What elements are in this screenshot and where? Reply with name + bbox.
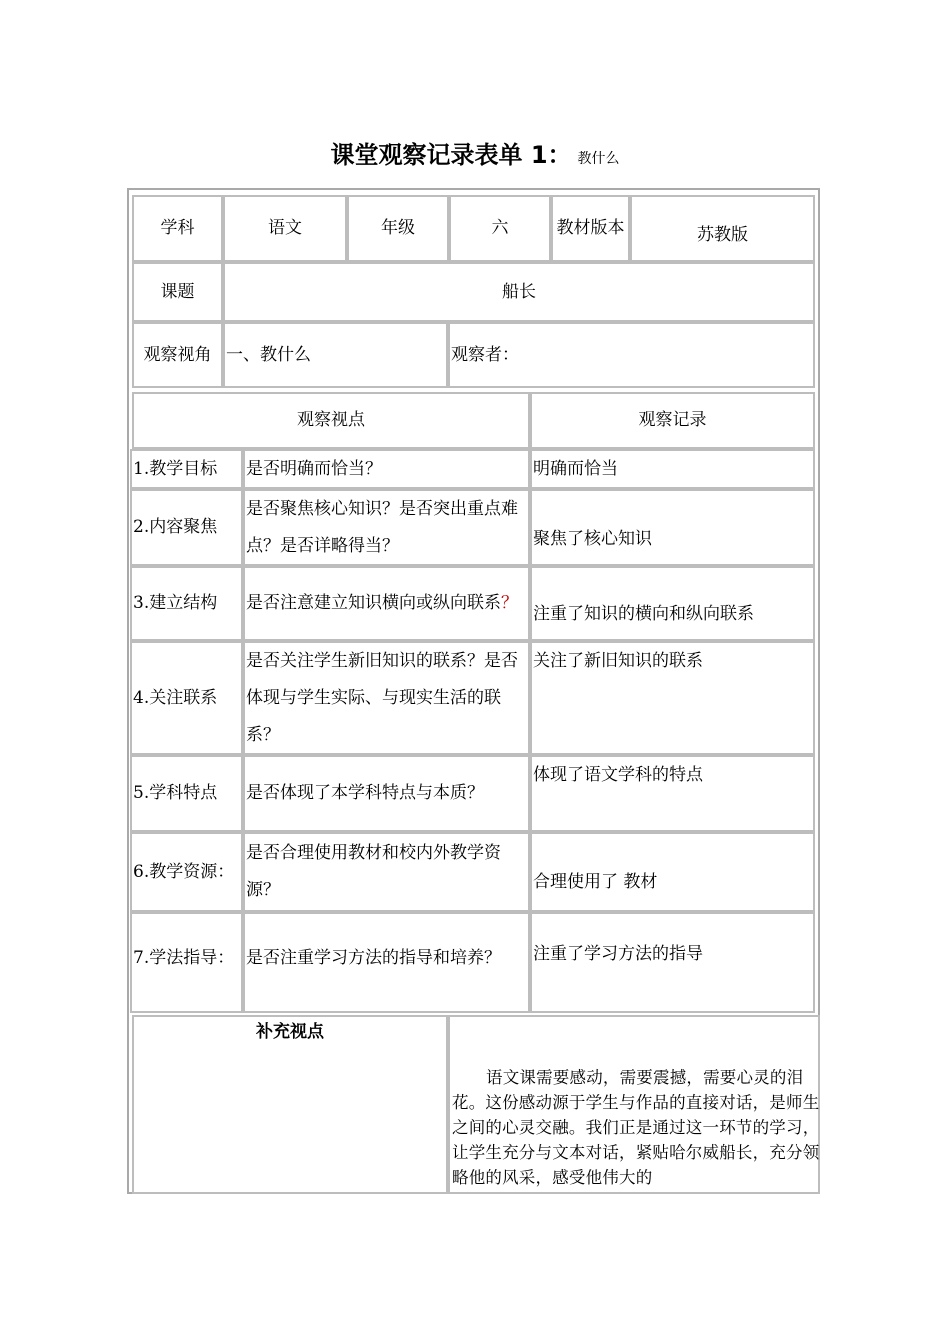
item-label: 4.关注联系 (130, 641, 243, 755)
item-record: 注重了学习方法的指导 (530, 912, 815, 1013)
observation-points-header: 观察视点 (132, 392, 530, 449)
supplement-label (132, 1015, 448, 1194)
item-record: 合理使用了 教材 (530, 832, 815, 912)
supplement-text: 语文课需要感动，需要震撼，需要心灵的泪花。这份感动源于学生与作品的直接对话，是师生之间的心灵交融。我们正是通过这一环节的学习，让学生充分与文本对话，紧贴哈尔威船长，充分领略他的风采，感受他伟大的 (452, 1068, 820, 1187)
grade-value: 六 (449, 195, 551, 262)
subject-label: 学科 (132, 195, 223, 262)
item-question: 是否体现了本学科特点与本质？ (243, 755, 530, 832)
form-title: 课堂观察记录表单 1： (330, 141, 572, 169)
form-subtitle: 教什么 (577, 151, 620, 167)
item-record: 明确而恰当 (530, 449, 815, 489)
item-question: 是否关注学生新旧知识的联系？是否体现与学生实际、与现实生活的联系？ (243, 641, 530, 755)
edition-label: 教材版本 (551, 195, 630, 262)
item-question: 是否注重学习方法的指导和培养？ (243, 912, 530, 1013)
page-title (0, 135, 950, 170)
item-record: 注重了知识的横向和纵向联系 (530, 566, 815, 641)
item-question: 是否合理使用教材和校内外教学资源？ (243, 832, 530, 912)
item-question: 是否明确而恰当？ (243, 449, 530, 489)
question-text: 是否注意建立知识横向或纵向联系 (246, 593, 501, 613)
item-record: 体现了语文学科的特点 (530, 755, 815, 832)
item-question: 是否聚焦核心知识？是否突出重点难点？是否详略得当？ (243, 489, 530, 566)
grade-label: 年级 (347, 195, 449, 262)
perspective-label: 观察视角 (132, 322, 223, 388)
item-record: 关注了新旧知识的联系 (530, 641, 815, 755)
item-label: 7.学法指导： (130, 912, 243, 1013)
question-mark: ？ (501, 593, 518, 613)
topic-value: 船长 (223, 262, 815, 322)
observer-field: 观察者： (448, 322, 815, 388)
item-record: 聚焦了核心知识 (530, 489, 815, 566)
observation-records-header: 观察记录 (530, 392, 815, 449)
item-label: 3.建立结构 (130, 566, 243, 641)
topic-label: 课题 (132, 262, 223, 322)
perspective-value: 一、教什么 (223, 322, 448, 388)
edition-value: 苏教版 (630, 195, 815, 262)
item-label: 1.教学目标 (130, 449, 243, 489)
item-label: 2.内容聚焦 (130, 489, 243, 566)
item-label: 6.教学资源： (130, 832, 243, 912)
item-label: 5.学科特点 (130, 755, 243, 832)
supplement-label-text: 补充视点 (256, 1022, 324, 1042)
item-question (243, 566, 530, 641)
subject-value: 语文 (223, 195, 347, 262)
